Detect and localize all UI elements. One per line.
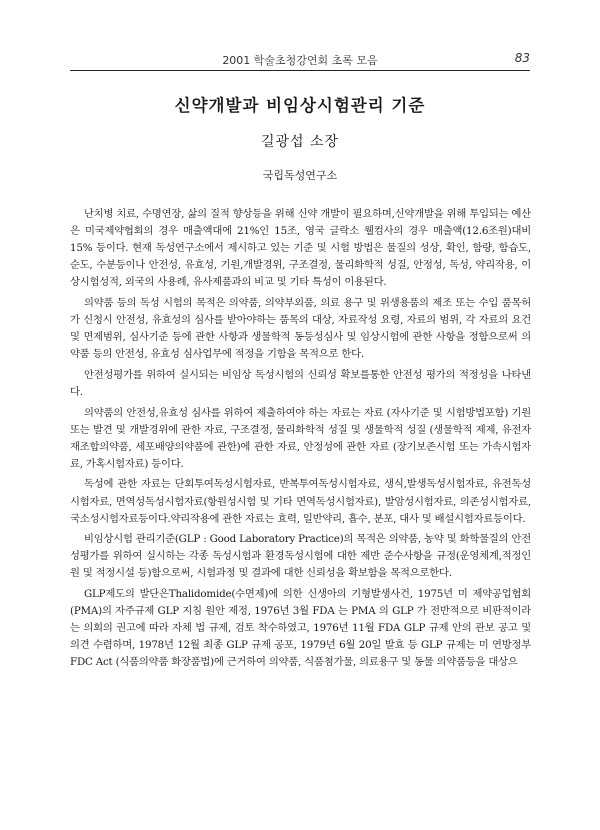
paragraph: 난치병 치료, 수명연장, 삶의 질적 향상등을 위해 신약 개발이 필요하며,신약개발을 위해 투입되는 예산은 미국제약협회의 경우 매출액대에 21%인 15조, 영국 글락소 웰컴사의 경우 매출액(12.6조원)대비 15% 등이다. 현재 독성연구소에서 제시하고 있는 기준 및 시험 방법은 물질의 성상, 확인, 함량, 함습도, 순도, 수분등이나 안전성, 유효성, 기원,개발경위, 구조결정, 물리화학적 성질, 안정성, 독성, 약리작용, 이상시험성적, 외국의 사용례, 유사제품과의 비교 및 기타 특성이 이용된다. [70,208,531,289]
paragraph: 안전성평가를 위하여 실시되는 비임상 독성시험의 신뢰성 확보를통한 안전성 평가의 적정성을 나타낸다. [70,368,531,398]
paragraph: GLP제도의 발단은Thalidomide(수면제)에 의한 신생아의 기형발생사건, 1975년 미 제약공업협회(PMA)의 자주규제 GLP 지침 원안 제정, 1976년 3월 FDA 는 PMA 의 GLP 가 전반적으로 비판적이라는 의회의 권고에 따라 자체 법 규제, 검토 착수하였고, 1976년 11월 FDA GLP 규제 안의 관보 공고 및 의견 수렴하며, 1978년 12월 최종 GLP 규제 공포, 1979년 6월 20일 발효 등 GLP 규제는 미 연방정부 FDC Act (식품의약품 화장품법)에 근거하여 의약품, 식품첨가물, 의료용구 및 동물 의약품등을 대상으 [70,587,531,669]
paragraph: 독성에 관한 자료는 단회투여독성시험자료, 반복투여독성시험자료, 생식,발생독성시험자료, 유전독성시험자료, 면역성독성시험자료(항원성시험 및 기타 면역독성시험자료), 발암성시험자료, 의존성시험자료, 국소성시험자료등이다.약리작용에 관한 자료는 효력, 일반약리, 흡수, 분포, 대사 및 배설시험자료등이다. [70,478,531,525]
running-title: 2001 학술초청강연회 초록 모음 [222,54,378,67]
page-number: 83 [514,51,530,65]
paragraph: 의약품 등의 독성 시험의 목적은 의약품, 의약부외품, 의료 용구 및 위생용품의 제조 또는 수입 품목허가 신청시 안전성, 유효성의 심사를 받아야하는 품목의 대상, 자료작성 요령, 자료의 범위, 각 자료의 요건 및 면제범위, 심사기준 등에 관한 사항과 생물학적 동등성심사 및 임상시험에 관한 사항을 정함으로써 의약품 등의 안전성, 유효성 심사업무에 적정을 기함을 목적으로 한다. [70,296,531,361]
author-affiliation: 국립독성연구소 [262,169,338,182]
author-name: 길광섭 소장 [260,134,340,150]
running-header [70,48,530,71]
article-title: 신약개발과 비임상시험관리 기준 [174,96,426,115]
paragraph: 비임상시험 관리기준(GLP : Good Laboratory Practice)의 목적은 의약품, 농약 및 화학물질의 안전성평가를 위하여 실시하는 각종 독성시험과 환경독성시험에 대한 제반 준수사항을 규정(운영체계,적정인원 및 적정시설 등)함으로써, 시험과정 및 결과에 대한 신뢰성을 확보함을 목적으로한다. [70,533,531,580]
paragraph: 의약품의 안전성,유효성 심사를 위하여 제출하여야 하는 자료는 자료 (자사기준 및 시험방법포함) 기원또는 발견 및 개발경위에 관한 자료, 구조결정, 물리화학적 성질 및 생물학적 성질 (생물학적 제제, 유전자 재조합의약품, 세포배양의약품에 관한)에 관한 자료, 안정성에 관한 자료 (장기보존시험 또는 가속시험자료, 가혹시험자료) 등이다. [70,406,531,470]
article-body [70,206,531,675]
